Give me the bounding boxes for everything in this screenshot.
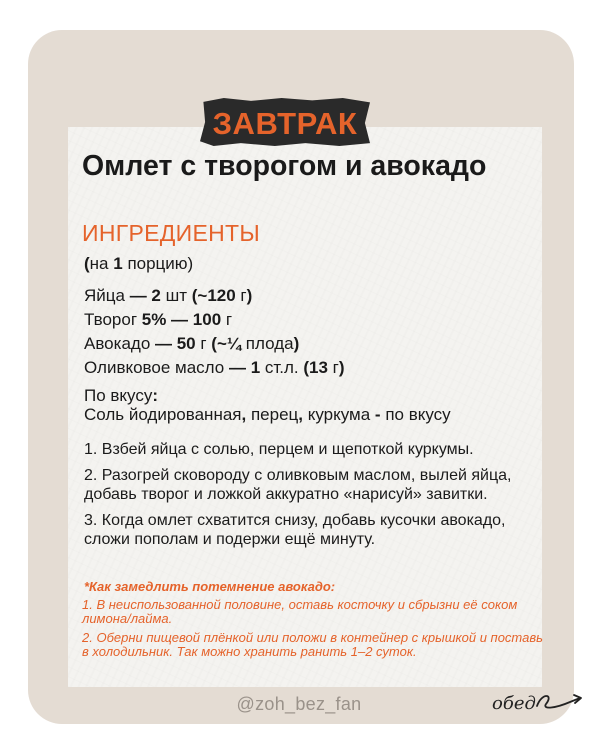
ingredient-qty: — 2 bbox=[129, 286, 161, 305]
ingredient-extra: (13 bbox=[303, 358, 328, 377]
tips-list bbox=[82, 598, 544, 664]
taste-separator: , bbox=[241, 405, 251, 424]
portion-pre: на bbox=[89, 254, 114, 273]
ingredient-extra-unit: г bbox=[235, 286, 247, 305]
ingredient-row bbox=[84, 356, 524, 380]
ingredient-close: ) bbox=[293, 334, 300, 353]
taste-label-text: По вкусу bbox=[84, 386, 153, 405]
ingredient-close: ) bbox=[246, 286, 253, 305]
ingredient-extra: (~¼ bbox=[211, 334, 242, 353]
ingredient-unit: г bbox=[221, 310, 233, 329]
ingredient-row bbox=[84, 332, 524, 356]
ingredient-qty: — 50 bbox=[155, 334, 196, 353]
taste-item: перец bbox=[250, 405, 299, 424]
portion-info bbox=[84, 254, 193, 274]
recipe-title: Омлет с творогом и авокадо bbox=[82, 150, 487, 182]
step-item: 1. Взбей яйца с солью, перцем и щепоткой куркумы. bbox=[84, 441, 474, 458]
taste-item: куркума bbox=[307, 405, 371, 424]
taste-colon: : bbox=[152, 386, 159, 405]
ingredients-heading: ИНГРЕДИЕНТЫ bbox=[82, 220, 261, 246]
signature-text: обед bbox=[492, 693, 536, 714]
ingredient-name: Оливковое масло bbox=[84, 358, 229, 377]
ingredient-unit: ст.л. bbox=[260, 358, 304, 377]
step-item: 3. Когда омлет схватится снизу, добавь кусочки авокадо, сложи пополам и подержи ещё минуту. bbox=[84, 512, 506, 548]
tip-title: *Как замедлить потемнение авокадо: bbox=[84, 579, 336, 594]
ingredient-name: Творог bbox=[84, 310, 142, 329]
taste-item: по вкусу bbox=[385, 405, 451, 424]
ingredient-qty: — 1 bbox=[228, 358, 261, 377]
taste-item: Соль йодированная bbox=[84, 405, 242, 424]
portion-count: 1 bbox=[113, 254, 123, 273]
ingredient-name: Яйца bbox=[84, 286, 130, 305]
ingredient-qty: 5% — 100 bbox=[141, 310, 222, 329]
ingredient-name: Авокадо bbox=[84, 334, 155, 353]
ingredient-extra-unit: плода bbox=[241, 334, 294, 353]
taste-separator: , bbox=[298, 405, 308, 424]
footer-handle: @zoh_bez_fan bbox=[236, 694, 362, 714]
portion-open: ( bbox=[84, 254, 90, 273]
ingredient-extra: (~120 bbox=[191, 286, 236, 305]
steps-list bbox=[84, 440, 534, 556]
tip-item: 2. Оберни пищевой плёнкой или положи в контейнер с крышкой и поставь в холодильник. Так можно хранить ранить 1–2 суток. bbox=[82, 630, 543, 659]
ingredient-unit: г bbox=[195, 334, 212, 353]
ingredient-unit: шт bbox=[160, 286, 192, 305]
ingredient-close: ) bbox=[338, 358, 345, 377]
taste-label bbox=[84, 386, 158, 406]
taste-text bbox=[84, 405, 534, 425]
taste-separator: - bbox=[370, 405, 386, 424]
tip-item: 1. В неиспользованной половине, оставь косточку и сбрызни её соком лимона/лайма. bbox=[82, 597, 518, 626]
category-label: ЗАВТРАК bbox=[212, 106, 358, 141]
ingredient-extra-unit: г bbox=[327, 358, 339, 377]
ingredient-row bbox=[84, 308, 524, 332]
ingredients-list bbox=[84, 284, 524, 380]
arrow-icon bbox=[534, 688, 586, 716]
ingredient-row bbox=[84, 284, 524, 308]
portion-post: порцию) bbox=[122, 254, 194, 273]
step-item: 2. Разогрей сковороду с оливковым маслом, вылей яйца, добавь творог и ложкой аккуратно «нарисуй» завитки. bbox=[84, 467, 512, 503]
